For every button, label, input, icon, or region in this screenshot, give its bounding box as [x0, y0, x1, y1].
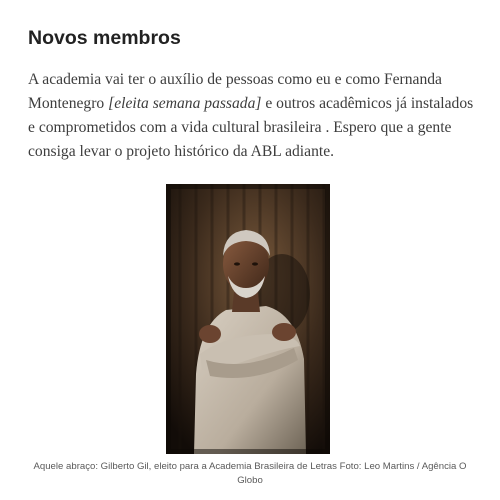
photo-caption: Aquele abraço: Gilberto Gil, eleito para a Academia Brasileira de Letras Foto: Leo Martins / Agência O Globo	[33, 461, 467, 486]
portrait-illustration	[166, 184, 330, 454]
paragraph-text-2: e outros acadêmicos já instalados e comprometidos com a vida cultural brasileira . Espero que a gente consiga levar o projeto histórico da ABL adiante.	[28, 95, 474, 160]
paragraph-emphasis: [eleita semana passada]	[108, 95, 262, 112]
paragraph-text-1: A academia vai ter o auxílio de pessoas como eu e como Fernanda Montenegro	[28, 71, 442, 112]
article-photo	[166, 184, 330, 454]
section-heading: Novos membros	[28, 27, 181, 49]
body-paragraph	[28, 68, 483, 164]
